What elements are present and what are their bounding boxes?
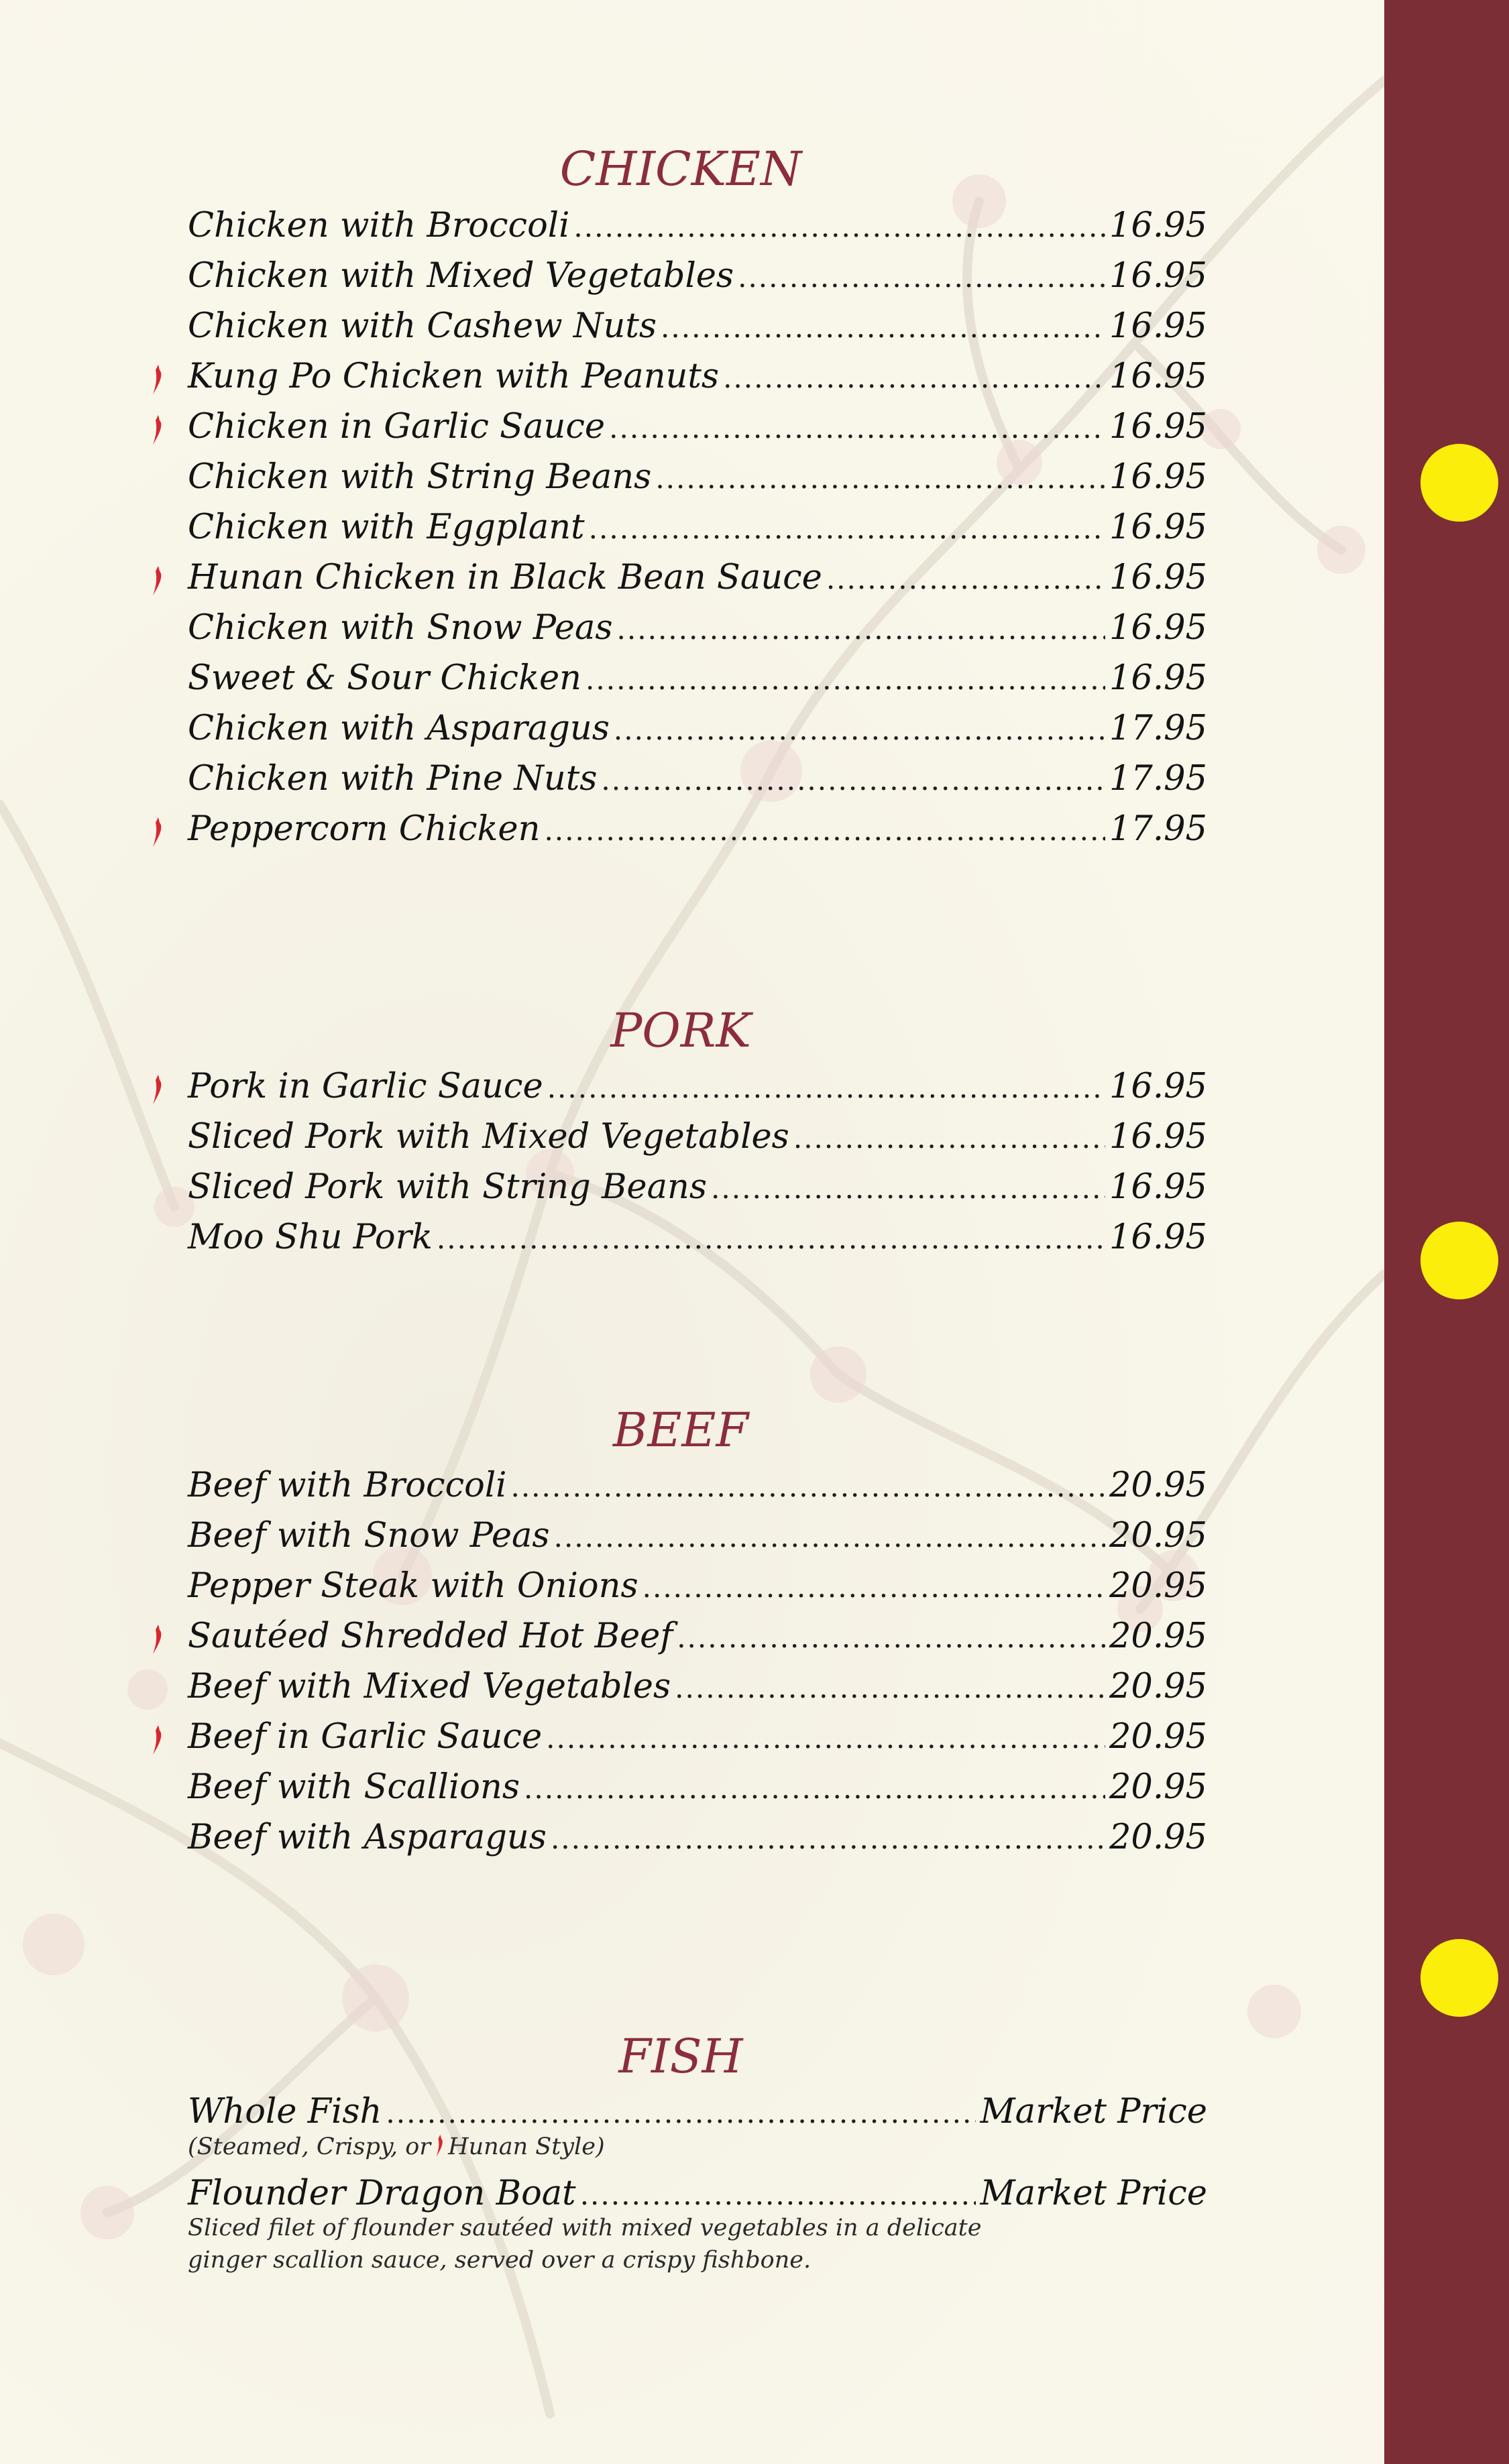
chili-pepper-icon bbox=[149, 566, 165, 597]
item-price: 16.95 bbox=[1109, 1067, 1207, 1106]
item-name: Sliced Pork with String Beans bbox=[188, 1167, 708, 1207]
item-name: Chicken in Garlic Sauce bbox=[188, 407, 606, 447]
menu-item bbox=[188, 1114, 1207, 1161]
dot-leader bbox=[711, 1165, 1105, 1212]
dot-leader bbox=[437, 1216, 1105, 1263]
menu-item bbox=[188, 454, 1207, 501]
dot-leader bbox=[677, 1615, 1105, 1661]
item-name: Chicken with Cashew Nuts bbox=[188, 306, 657, 346]
chili-pepper-icon bbox=[149, 817, 165, 848]
yellow-dot-marker bbox=[1420, 1222, 1498, 1299]
menu-item bbox=[188, 2089, 1207, 2135]
item-name: Beef in Garlic Sauce bbox=[188, 1717, 543, 1757]
item-name: Sautéed Shredded Hot Beef bbox=[188, 1617, 673, 1656]
dot-leader bbox=[554, 1514, 1105, 1561]
item-price: 20.95 bbox=[1109, 1818, 1207, 1857]
item-name: Chicken with Asparagus bbox=[188, 709, 610, 748]
item-price: 20.95 bbox=[1109, 1466, 1207, 1505]
section-title-beef: BEEF bbox=[612, 1403, 749, 1458]
dot-leader bbox=[738, 254, 1105, 301]
dot-leader bbox=[642, 1564, 1105, 1611]
dot-leader bbox=[510, 1464, 1105, 1511]
item-name: Beef with Asparagus bbox=[188, 1818, 547, 1857]
note-text: Hunan Style) bbox=[448, 2133, 605, 2160]
dot-leader bbox=[675, 1665, 1105, 1712]
item-note bbox=[188, 2131, 605, 2163]
yellow-dot-marker bbox=[1420, 1939, 1498, 2017]
item-price: 20.95 bbox=[1109, 1667, 1207, 1706]
menu-item bbox=[188, 404, 1207, 451]
section-title-pork: PORK bbox=[610, 1003, 751, 1058]
item-price: 16.95 bbox=[1109, 658, 1207, 698]
item-name: Chicken with String Beans bbox=[188, 457, 652, 497]
dot-leader bbox=[661, 304, 1105, 351]
item-name: Pork in Garlic Sauce bbox=[188, 1067, 543, 1106]
item-price: 16.95 bbox=[1109, 1167, 1207, 1207]
menu-item bbox=[188, 1663, 1207, 1710]
menu-item bbox=[188, 1764, 1207, 1811]
item-name: Whole Fish bbox=[188, 2092, 382, 2131]
menu-item bbox=[188, 1513, 1207, 1560]
chili-pepper-icon bbox=[149, 1625, 165, 1655]
dot-leader bbox=[585, 656, 1105, 703]
item-name: Peppercorn Chicken bbox=[188, 809, 541, 849]
chili-pepper-icon bbox=[149, 365, 165, 396]
section-title-fish: FISH bbox=[618, 2029, 743, 2084]
menu-item bbox=[188, 2170, 1207, 2217]
item-name: Chicken with Snow Peas bbox=[188, 608, 613, 648]
menu-item bbox=[188, 1462, 1207, 1509]
item-description: Sliced filet of flounder sautéed with mixed vegetables in a delicate bbox=[188, 2215, 982, 2241]
item-name: Beef with Mixed Vegetables bbox=[188, 1667, 671, 1706]
menu-item bbox=[188, 554, 1207, 601]
dot-leader bbox=[617, 606, 1105, 653]
menu-item bbox=[188, 705, 1207, 752]
chili-pepper-icon bbox=[149, 415, 165, 446]
dot-leader bbox=[609, 405, 1105, 452]
chili-pepper-icon bbox=[149, 1725, 165, 1756]
note-text: (Steamed, Crispy, or bbox=[188, 2133, 431, 2160]
dot-leader bbox=[614, 707, 1105, 754]
menu-item bbox=[188, 1164, 1207, 1211]
item-name: Kung Po Chicken with Peanuts bbox=[188, 357, 720, 396]
item-price: 17.95 bbox=[1109, 709, 1207, 748]
menu-item bbox=[188, 1063, 1207, 1110]
menu-item bbox=[188, 806, 1207, 853]
item-name: Sliced Pork with Mixed Vegetables bbox=[188, 1117, 789, 1157]
menu-item bbox=[188, 253, 1207, 300]
item-name: Hunan Chicken in Black Bean Sauce bbox=[188, 558, 822, 597]
item-price: 16.95 bbox=[1109, 1218, 1207, 1257]
menu-item bbox=[188, 605, 1207, 652]
item-price: 16.95 bbox=[1109, 206, 1207, 245]
item-description: ginger scallion sauce, served over a crispy fishbone. bbox=[188, 2247, 812, 2274]
item-price: 16.95 bbox=[1109, 1117, 1207, 1157]
menu-item bbox=[188, 1214, 1207, 1261]
item-name: Chicken with Pine Nuts bbox=[188, 759, 598, 799]
menu-item bbox=[188, 303, 1207, 350]
yellow-dot-marker bbox=[1420, 444, 1498, 522]
menu-item bbox=[188, 202, 1207, 249]
chili-pepper-icon bbox=[433, 2134, 445, 2158]
dot-leader bbox=[655, 455, 1105, 502]
menu-item bbox=[188, 504, 1207, 551]
dot-leader bbox=[601, 757, 1105, 804]
dot-leader bbox=[551, 1816, 1105, 1863]
item-name: Chicken with Mixed Vegetables bbox=[188, 256, 734, 296]
item-name: Chicken with Eggplant bbox=[188, 508, 585, 547]
item-price: 17.95 bbox=[1109, 759, 1207, 799]
menu-item bbox=[188, 1814, 1207, 1861]
item-price: 16.95 bbox=[1109, 508, 1207, 547]
item-name: Beef with Broccoli bbox=[188, 1466, 507, 1505]
item-price: 20.95 bbox=[1109, 1717, 1207, 1757]
item-price: 16.95 bbox=[1109, 407, 1207, 447]
dot-leader bbox=[793, 1115, 1105, 1162]
menu-item bbox=[188, 756, 1207, 803]
dot-leader bbox=[546, 1715, 1105, 1762]
item-price: 20.95 bbox=[1109, 1516, 1207, 1556]
section-title-chicken: CHICKEN bbox=[559, 141, 802, 196]
dot-leader bbox=[544, 807, 1105, 854]
item-price: 17.95 bbox=[1109, 809, 1207, 849]
item-price: 16.95 bbox=[1109, 608, 1207, 648]
item-price: 16.95 bbox=[1109, 256, 1207, 296]
item-price: 16.95 bbox=[1109, 357, 1207, 396]
menu-item bbox=[188, 1714, 1207, 1761]
item-name: Sweet & Sour Chicken bbox=[188, 658, 582, 698]
menu-item bbox=[188, 655, 1207, 702]
dot-leader bbox=[589, 506, 1105, 552]
dot-leader bbox=[826, 556, 1105, 603]
item-name: Moo Shu Pork bbox=[188, 1218, 433, 1257]
item-name: Flounder Dragon Boat bbox=[188, 2174, 576, 2213]
item-price: 20.95 bbox=[1109, 1767, 1207, 1807]
item-price: 16.95 bbox=[1109, 306, 1207, 346]
dot-leader bbox=[547, 1065, 1105, 1112]
menu-item bbox=[188, 353, 1207, 400]
menu-item bbox=[188, 1563, 1207, 1610]
menu-item bbox=[188, 1613, 1207, 1660]
item-price: Market Price bbox=[980, 2092, 1207, 2131]
chili-pepper-icon bbox=[149, 1075, 165, 1106]
item-price: 16.95 bbox=[1109, 558, 1207, 597]
item-name: Chicken with Broccoli bbox=[188, 206, 570, 245]
item-price: 16.95 bbox=[1109, 457, 1207, 497]
dot-leader bbox=[573, 204, 1105, 251]
item-name: Beef with Snow Peas bbox=[188, 1516, 550, 1556]
item-price: 20.95 bbox=[1109, 1566, 1207, 1606]
item-name: Pepper Steak with Onions bbox=[188, 1566, 638, 1606]
dot-leader bbox=[386, 2090, 976, 2137]
item-name: Beef with Scallions bbox=[188, 1767, 520, 1807]
item-price: Market Price bbox=[980, 2174, 1207, 2213]
dot-leader bbox=[723, 355, 1105, 402]
dot-leader bbox=[524, 1765, 1105, 1812]
item-price: 20.95 bbox=[1109, 1617, 1207, 1656]
